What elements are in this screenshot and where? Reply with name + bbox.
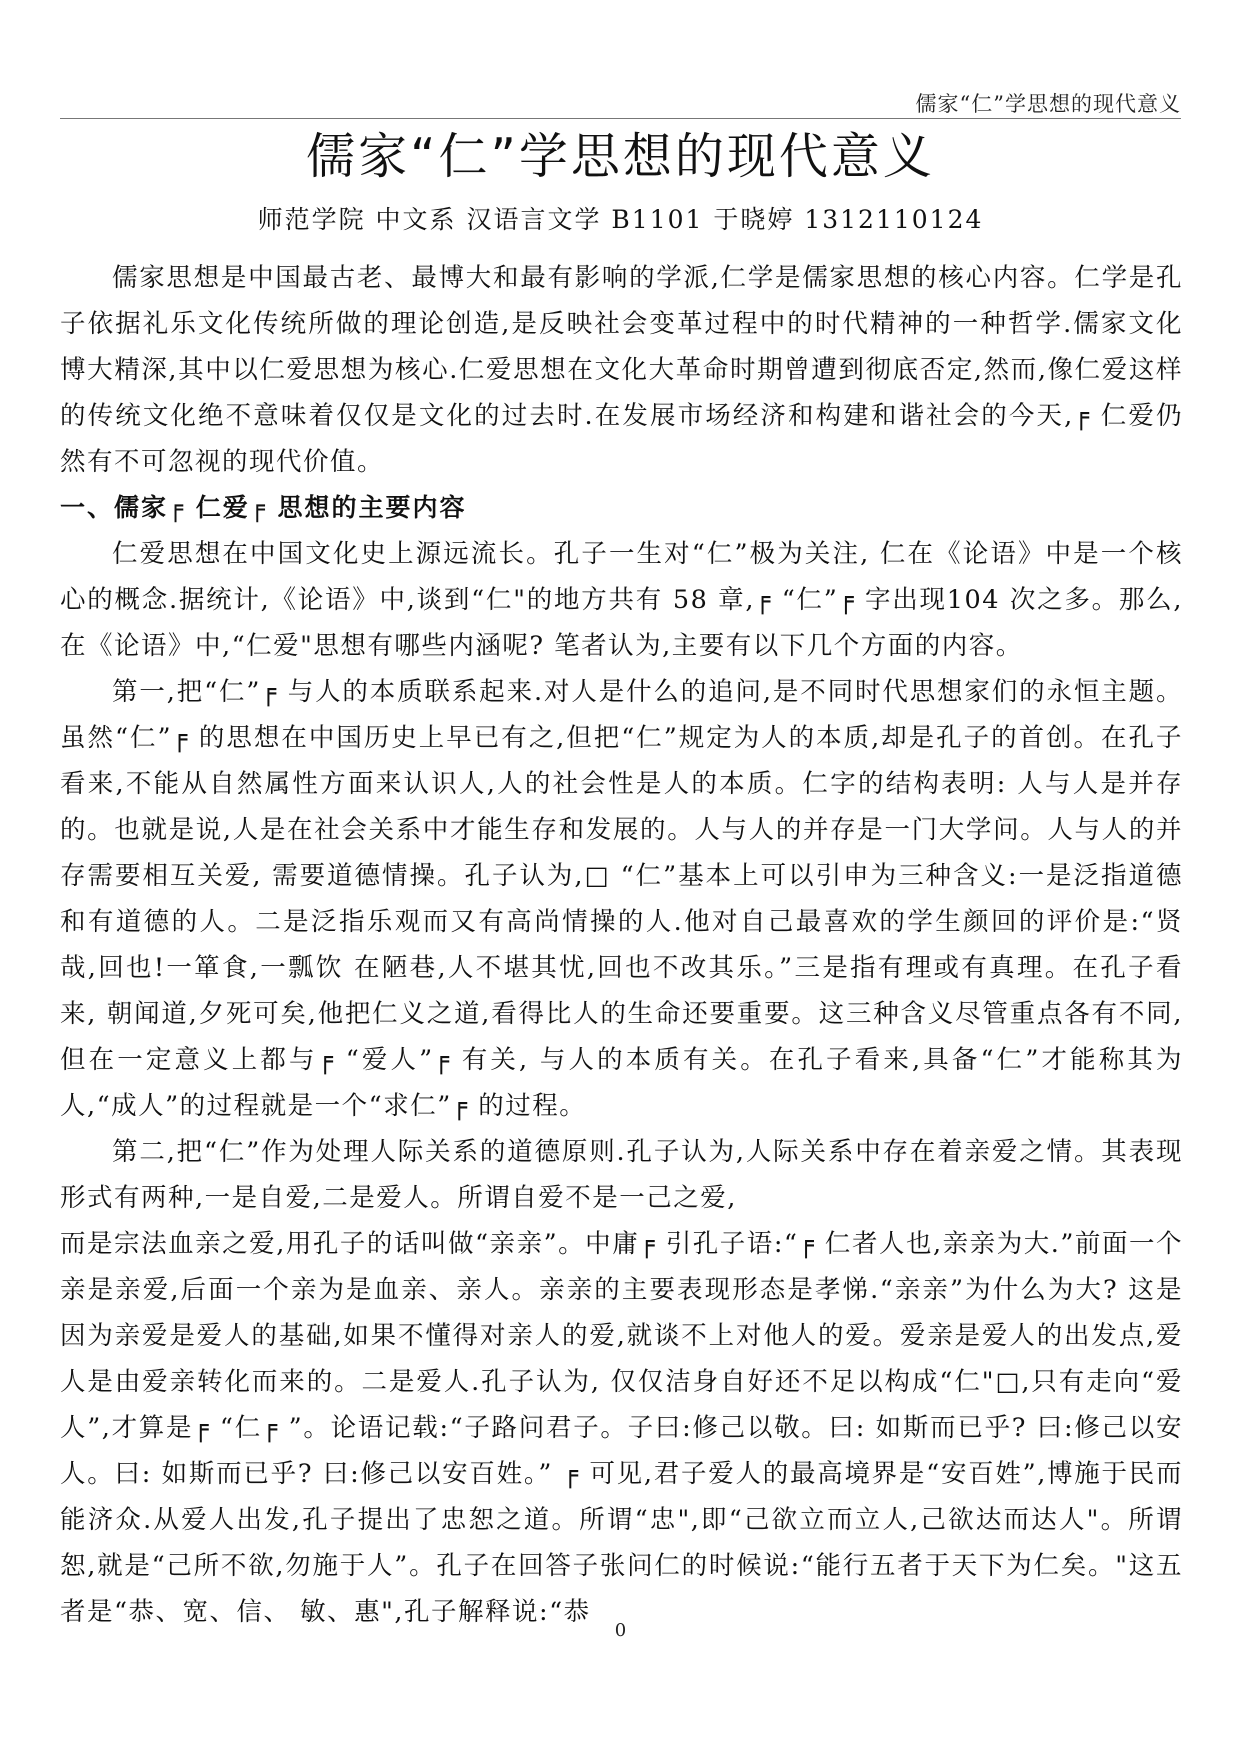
page-number: 0 — [614, 1620, 627, 1641]
page-title: 儒家“仁”学思想的现代意义 — [306, 128, 935, 185]
intro-paragraph: 儒家思想是中国最古老、最博大和最有影响的学派,仁学是儒家思想的核心内容。仁学是孔子依据礼乐文化传统所做的理论创造,是反映社会变革过程中的时代精神的一种哲学.儒家文化博大精深,其中以仁爱思想为核心.仁爱思想在文化大革命时期曾遭到彻底否定,然而,像仁爱这样的传统文化绝不意味着仅仅是文化的过去时.在发展市场经济和构建和谐社会的今天,╒ 仁爱仍然有不可忽视的现代价值。 — [60, 263, 1183, 477]
section-heading: 一、儒家╒ 仁爱╒ 思想的主要内容 — [60, 493, 467, 522]
body-paragraph: 第一,把“仁”╒ 与人的本质联系起来.对人是什么的追问,是不同时代思想家们的永恒主题。虽然“仁”╒ 的思想在中国历史上早已有之,但把“仁”规定为人的本质,却是孔子的首创。在孔子看来,不能从自然属性方面来认识人,人的社会性是人的本质。仁字的结构表明: 人与人是并存的。也就是说,人是在社会关系中才能生存和发展的。人与人的并存是一门大学问。人与人的并存需要相互关爱, 需要道德情操。孔子认为,□ “仁”基本上可以引申为三种含义:一是泛指道德和有道德的人。二是泛指乐观而又有高尚情操的人.他对自己最喜欢的学生颜回的评价是:“贤哉,回也!一箪食,一瓢饮 在陋巷,人不堪其忧,回也不改其乐。”三是指有理或有真理。在孔子看来, 朝闻道,夕死可矣,他把仁义之道,看得比人的生命还要重要。这三种含义尽管重点各有不同,但在一定意义上都与╒ “爱人”╒ 有关, 与人的本质有关。在孔子看来,具备“仁”才能称其为人,“成人”的过程就是一个“求仁”╒ 的过程。 — [60, 677, 1183, 1121]
running-header: 儒家“仁”学思想的现代意义 — [915, 92, 1181, 116]
body-paragraph: 仁爱思想在中国文化史上源远流长。孔子一生对“仁”极为关注, 仁在《论语》中是一个核心的概念.据统计,《论语》中,谈到“仁"的地方共有 58 章,╒ “仁”╒ 字出现104 次之多。那么, 在《论语》中,“仁爱"思想有哪些内涵呢? 笔者认为,主要有以下几个方面的内容。 — [60, 539, 1183, 661]
author-byline: 师范学院 中文系 汉语言文学 B1101 于晓婷 1312110124 — [257, 205, 984, 234]
body-paragraph-continued: 而是宗法血亲之爱,用孔子的话叫做“亲亲”。中庸╒ 引孔子语:“╒ 仁者人也,亲亲为大.”前面一个亲是亲爱,后面一个亲为是血亲、亲人。亲亲的主要表现形态是孝悌.“亲亲”为什么为大? 这是因为亲爱是爱人的基础,如果不懂得对亲人的爱,就谈不上对他人的爱。爱亲是爱人的出发点,爱人是由爱亲转化而来的。二是爱人.孔子认为, 仅仅洁身自好还不足以构成“仁"□,只有走向“爱人”,才算是╒ “仁╒ ”。论语记载:“子路问君子。子曰:修己以敬。曰: 如斯而已乎? 曰:修己以安人。曰: 如斯而已乎? 曰:修己以安百姓。” ╒ 可见,君子爱人的最高境界是“安百姓”,博施于民而能济众.从爱人出发,孔子提出了忠恕之道。所谓“忠",即“己欲立而立人,己欲达而达人"。所谓恕,就是“己所不欲,勿施于人”。孔子在回答子张问仁的时候说:“能行五者于天下为仁矣。"这五者是“恭、宽、信、 敏、惠",孔子解释说:“恭 — [60, 1229, 1183, 1627]
document-body — [60, 255, 1183, 1635]
body-paragraph: 第二,把“仁”作为处理人际关系的道德原则.孔子认为,人际关系中存在着亲爱之情。其表现形式有两种,一是自爱,二是爱人。所谓自爱不是一己之爱, — [60, 1137, 1183, 1213]
